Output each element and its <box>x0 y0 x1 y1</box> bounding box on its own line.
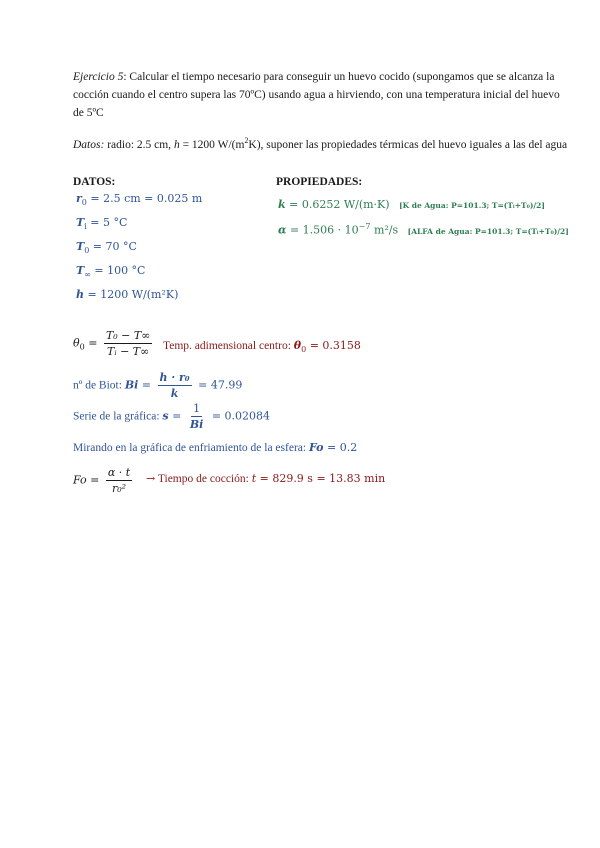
exercise-line-1 <box>73 69 554 85</box>
datos-h: h = 1200 W/(m²K) <box>76 288 179 301</box>
exercise-line-3: de 5ºC <box>73 107 104 119</box>
datos-text-a: radio: 2.5 cm, <box>104 138 174 151</box>
datos-text-b: = 1200 W/(m <box>179 138 245 151</box>
prop-alpha: $\alpha = 1.506 \cdot 10^{-7}$ m²/s [ALFA de Agua: P=101.3; T=(Tᵢ+T₀)/2] <box>278 222 569 237</box>
datos-line: Datos: radio: 2.5 cm, h = 1200 $W/(m^2K)$, suponer las propiedades térmicas del huevo iguales a las del agua <box>73 136 568 151</box>
datos-tinf: $T_\infty = 100$ °C <box>76 264 146 280</box>
datos-label: Datos: <box>73 138 105 151</box>
prop-k: k = 0.6252 W/(m·K) [K de Agua: P=101.3; T=(Tᵢ+T₀)/2] <box>278 198 545 211</box>
fourier-result: → Tiempo de cocción: t = 829.9 s = 13.83 min <box>146 472 386 485</box>
datos-r0: $r_0 = 2.5$ cm = 0.025 m <box>76 192 203 208</box>
h-symbol: h <box>173 138 180 151</box>
datos-heading: DATOS: <box>73 176 116 188</box>
exercise-label: Ejercicio 5 <box>73 71 124 83</box>
theta-equation: $\theta_0$ = $\frac{\text{T₀ − T∞}}{\text{Tᵢ − T∞}}$ <box>73 329 151 358</box>
exercise-text-1: : Calcular el tiempo necesario para conseguir un huevo cocido (supongamos que se alcanza la <box>123 71 555 83</box>
prop-k-note: [K de Agua: P=101.3; T=(Tᵢ+T₀)/2] <box>399 201 545 210</box>
prop-alpha-note: [ALFA de Agua: P=101.3; T=(Tᵢ+T₀)/2] <box>407 226 569 236</box>
datos-ti: $T_i = 5$ °C <box>76 216 128 232</box>
exercise-line-2: cocción cuando el centro supera las 70ºC) usando agua a hirviendo, con una temperatura inicial del huevo <box>73 89 560 101</box>
propiedades-heading: PROPIEDADES: <box>276 176 363 188</box>
biot-equation: nº de Biot: Bi = $\frac{\text{h · r₀}}{k}$ = 47.99 <box>73 371 243 400</box>
theta-result: Temp. adimensional centro: $\theta_0 = 0.3158$ <box>163 339 361 355</box>
datos-t0: $T_0 = 70$ °C <box>76 240 137 256</box>
datos-text-c: K), suponer las propiedades térmicas del huevo iguales a las del agua <box>248 138 568 151</box>
arrow-icon: → <box>146 472 156 485</box>
fourier-equation: Fo = $\frac{\alpha \cdot t}{\text{r₀²}}$ <box>73 466 131 495</box>
grafica-line: Mirando en la gráfica de enfriamiento de la esfera: Fo = 0.2 <box>73 441 358 454</box>
serie-equation: Serie de la gráfica: s = $\frac{1}{Bi}$ = 0.02084 <box>73 402 271 431</box>
